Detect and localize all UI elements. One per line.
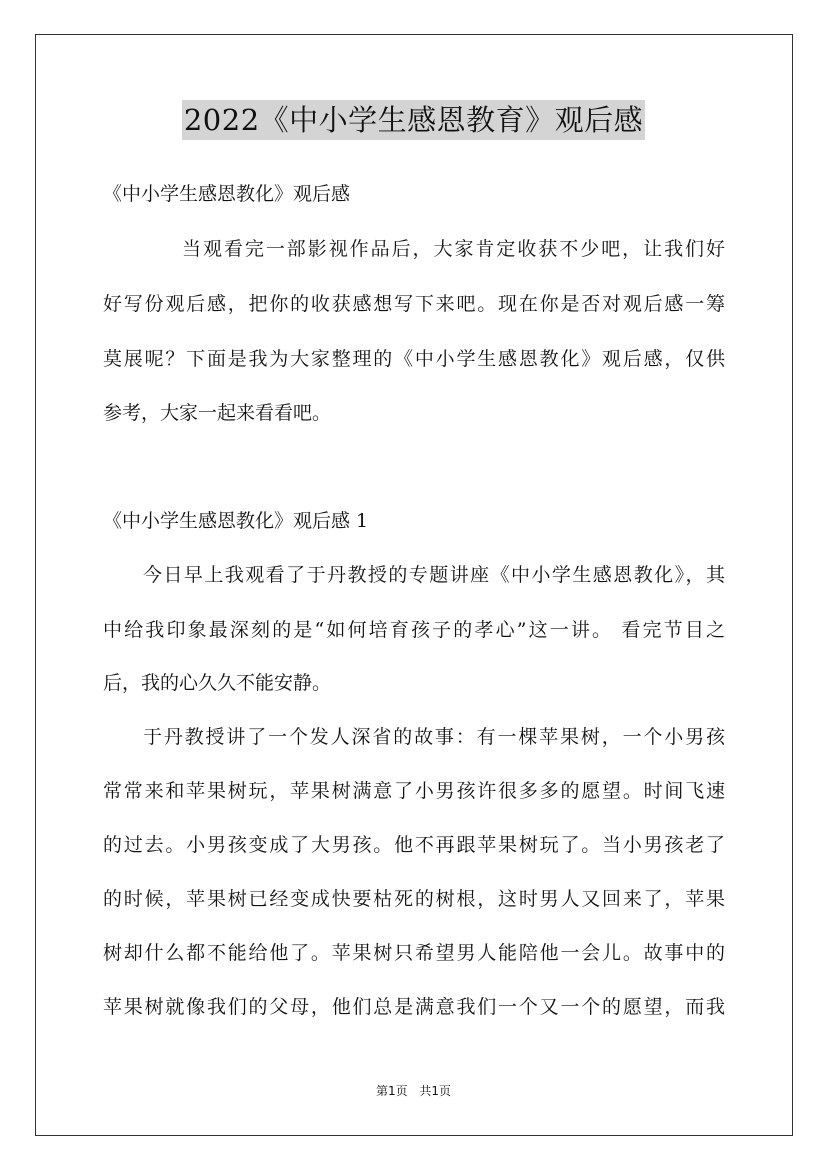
para2-line-6: 苹果树就像我们的父母，他们总是满意我们一个又一个的愿望，而我 (103, 996, 725, 1018)
title-container (0, 100, 827, 140)
document-title: 2022《中小学生感恩教育》观后感 (182, 100, 645, 140)
para2-line-3: 的过去。小男孩变成了大男孩。他不再跟苹果树玩了。当小男孩老了 (103, 834, 725, 856)
intro-line-3: 莫展呢？下面是我为大家整理的《中小学生感恩教化》观后感，仅供 (103, 348, 725, 370)
page-total: 共1页 (419, 1084, 452, 1098)
para1-line-1: 今日早上我观看了于丹教授的专题讲座《中小学生感恩教化》，其 (143, 564, 725, 586)
section-heading: 《中小学生感恩教化》观后感 1 (103, 510, 369, 532)
intro-line-4: 参考，大家一起来看看吧。 (103, 402, 332, 424)
page-number: 第1页 (375, 1084, 408, 1098)
para2-line-5: 树却什么都不能给他了。苹果树只希望男人能陪他一会儿。故事中的 (103, 942, 725, 964)
page-footer (0, 1082, 827, 1099)
subtitle: 《中小学生感恩教化》观后感 (103, 183, 351, 205)
para2-line-1: 于丹教授讲了一个发人深省的故事：有一棵苹果树，一个小男孩 (143, 726, 725, 748)
para2-line-4: 的时候，苹果树已经变成快要枯死的树根，这时男人又回来了，苹果 (103, 888, 725, 910)
intro-line-1: 当观看完一部影视作品后，大家肯定收获不少吧，让我们好 (182, 238, 725, 260)
intro-line-2: 好写份观后感，把你的收获感想写下来吧。现在你是否对观后感一筹 (103, 293, 725, 315)
para1-line-3: 后，我的心久久不能安静。 (103, 672, 332, 694)
para1-line-2: 中给我印象最深刻的是“如何培育孩子的孝心”这一讲。 看完节目之 (103, 619, 725, 641)
para2-line-2: 常常来和苹果树玩，苹果树满意了小男孩许很多多的愿望。时间飞速 (103, 780, 725, 802)
